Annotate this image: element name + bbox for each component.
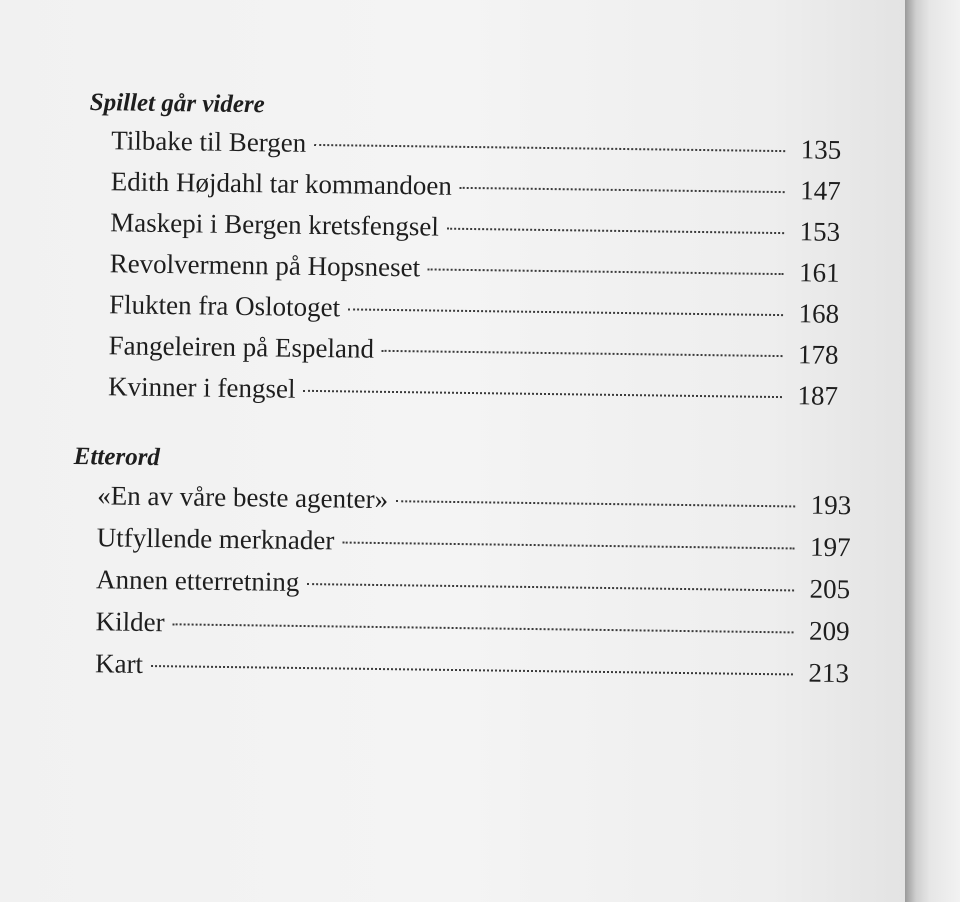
dot-leader (314, 144, 785, 152)
entry-title: Kilder (95, 606, 165, 638)
entry-title: Kvinner i fengsel (107, 371, 296, 404)
section-title: Spillet går videre (89, 88, 265, 119)
entry-title: Edith Højdahl tar kommandoen (110, 166, 453, 201)
dot-leader (396, 500, 795, 507)
dot-leader (460, 187, 785, 193)
page-number: 178 (797, 339, 839, 370)
section-title: Etterord (73, 442, 161, 472)
page-number: 197 (809, 531, 851, 563)
page-number: 205 (809, 573, 851, 605)
entry-title: Flukten fra Oslotoget (108, 289, 341, 323)
dot-leader (447, 228, 784, 234)
dot-leader (428, 268, 784, 275)
toc-section-spillet-gar-videre (86, 86, 842, 417)
toc-entry-kvinner-i-fengsel (86, 366, 838, 417)
dot-leader (151, 665, 793, 675)
page-number: 187 (797, 380, 839, 411)
dot-leader (342, 542, 794, 550)
entry-title: Revolvermenn på Hopsneset (109, 248, 421, 283)
entry-title: Kart (94, 648, 144, 679)
entry-title: Maskepi i Bergen kretsfengsel (110, 207, 440, 242)
toc-entry-kart (71, 642, 849, 694)
page-number: 209 (808, 615, 850, 647)
dot-leader (303, 390, 782, 398)
page-number: 153 (799, 216, 841, 247)
page-number: 135 (800, 134, 842, 165)
page-number: 147 (799, 175, 841, 206)
dot-leader (307, 583, 794, 591)
entry-title: «En av våre beste agenter» (97, 480, 389, 515)
page-number: 161 (798, 257, 840, 288)
dot-leader (348, 308, 783, 316)
entry-title: Annen etterretning (95, 564, 300, 597)
page-number: 168 (798, 298, 840, 329)
entry-title: Fangeleiren på Espeland (108, 330, 375, 364)
toc-section-etterord (71, 440, 852, 694)
page-edge-shadow (905, 0, 960, 902)
entry-title: Tilbake til Bergen (111, 125, 307, 158)
dot-leader (382, 350, 783, 357)
page-number: 193 (810, 489, 852, 521)
entry-title: Utfyllende merknader (96, 522, 335, 556)
page-number: 213 (808, 657, 850, 689)
dot-leader (173, 623, 794, 633)
